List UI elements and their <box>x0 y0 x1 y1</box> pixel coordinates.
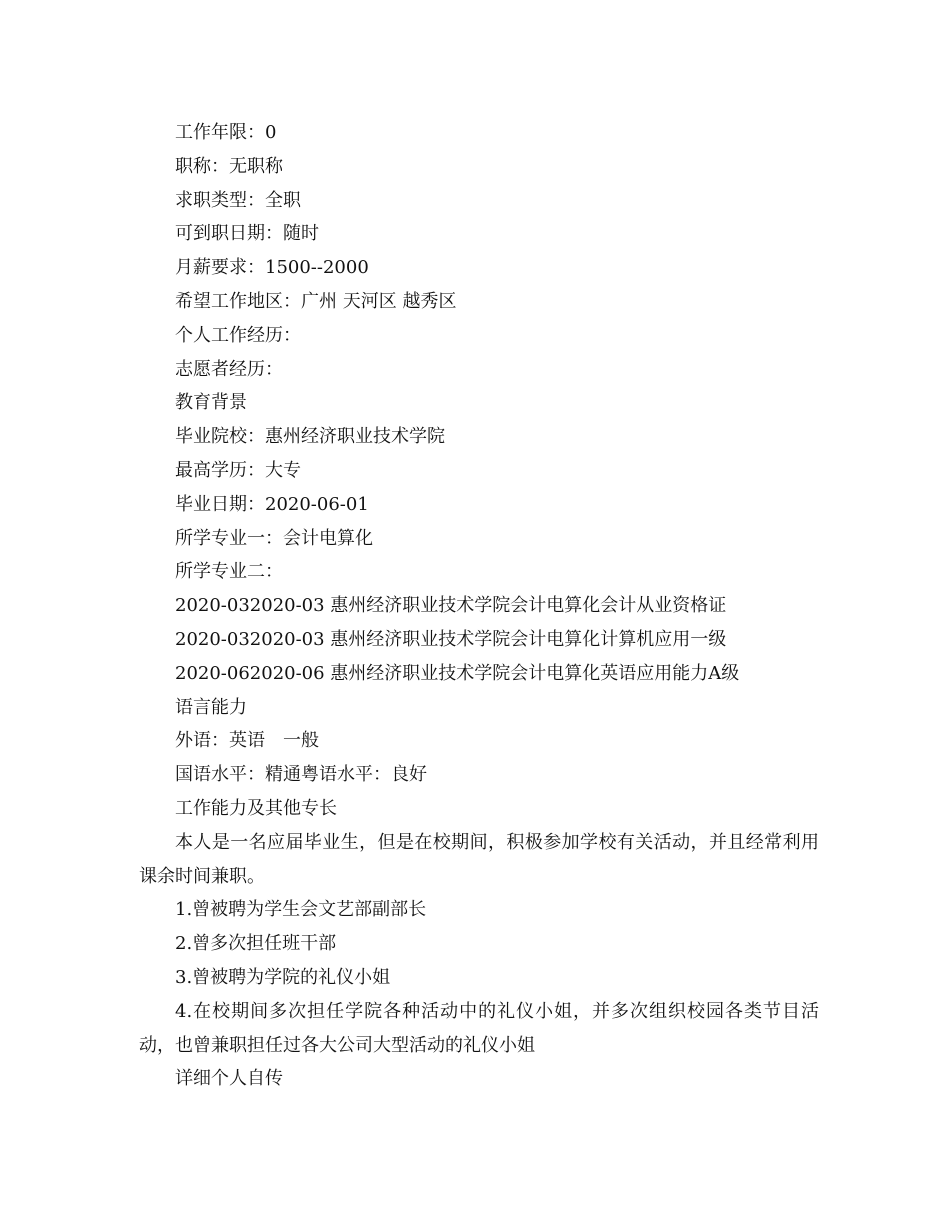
certificate-entry: 2020-032020-03 惠州经济职业技术学院会计电算化计算机应用一级 <box>175 628 727 650</box>
work-years: 工作年限：0 <box>175 122 277 143</box>
job-type: 求职类型：全职 <box>175 189 301 211</box>
mandarin-cantonese-level: 国语水平：精通粤语水平：良好 <box>175 764 427 786</box>
resume-body <box>139 116 819 1096</box>
school: 毕业院校：惠州经济职业技术学院 <box>175 426 445 448</box>
salary-requirement: 月薪要求：1500--2000 <box>175 257 369 279</box>
autobiography-heading: 详细个人自传 <box>175 1068 283 1090</box>
major-two: 所学专业二： <box>175 561 283 583</box>
education-heading: 教育背景 <box>175 392 247 414</box>
preferred-location: 希望工作地区：广州 天河区 越秀区 <box>175 290 457 312</box>
job-title: 职称：无职称 <box>175 155 283 177</box>
item-four-paragraph: 4.在校期间多次担任学院各种活动中的礼仪小姐，并多次组织校园各类节目活动，也曾兼职担任过各大公司大型活动的礼仪小姐 <box>139 1000 819 1056</box>
graduation-date: 毕业日期：2020-06-01 <box>175 493 369 515</box>
list-item: 2.曾多次担任班干部 <box>175 933 337 955</box>
available-date: 可到职日期：随时 <box>175 223 319 245</box>
foreign-language: 外语：英语 一般 <box>175 730 319 752</box>
intro-paragraph: 本人是一名应届毕业生，但是在校期间，积极参加学校有关活动，并且经常利用课余时间兼职。 <box>139 831 819 887</box>
language-heading: 语言能力 <box>175 696 247 718</box>
highest-degree: 最高学历：大专 <box>175 459 301 481</box>
certificate-entry: 2020-062020-06 惠州经济职业技术学院会计电算化英语应用能力A级 <box>175 662 740 684</box>
list-item: 3.曾被聘为学院的礼仪小姐 <box>175 966 391 988</box>
major-one: 所学专业一：会计电算化 <box>175 527 373 549</box>
skills-heading: 工作能力及其他专长 <box>175 797 337 819</box>
list-item: 1.曾被聘为学生会文艺部副部长 <box>175 899 427 921</box>
volunteer-experience-label: 志愿者经历： <box>175 358 283 380</box>
work-experience-label: 个人工作经历： <box>175 324 301 346</box>
certificate-entry: 2020-032020-03 惠州经济职业技术学院会计电算化会计从业资格证 <box>175 595 727 617</box>
